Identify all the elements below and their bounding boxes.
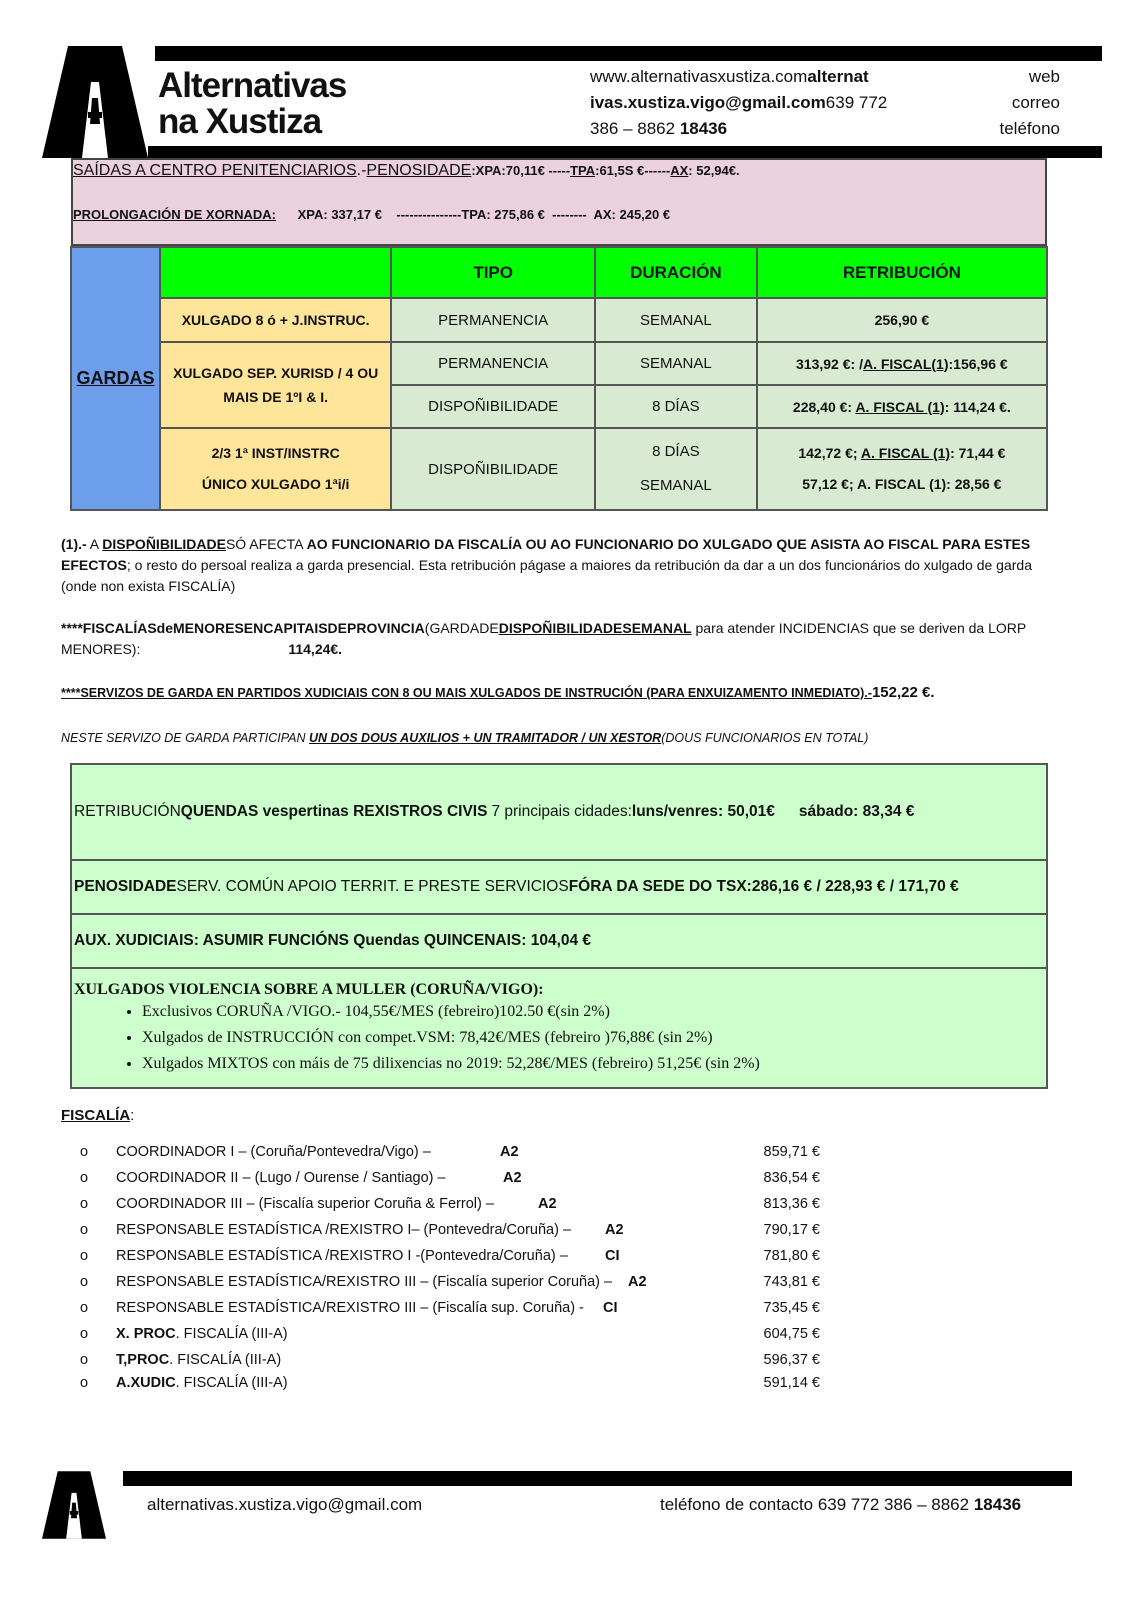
fiscalia-row-grade: A2 <box>605 1222 624 1238</box>
bullet-icon: o <box>80 1352 89 1368</box>
gardas-label-cell: GARDAS <box>71 247 160 510</box>
fiscalia-row <box>80 1218 820 1242</box>
fiscalia-row-value: 604,75 € <box>763 1326 820 1342</box>
bullet-icon: o <box>80 1375 89 1391</box>
aux-xudiciais-row: AUX. XUDICIAIS: ASUMIR FUNCIÓNS Quendas QUINCENAIS: 104,04 € <box>72 915 1046 969</box>
saidas-line: SAÍDAS A CENTRO PENITENCIARIOS.-PENOSIDADE:XPA:70,11€ -----TPA:61,5S €------AX: 52,94€. <box>73 162 740 179</box>
table-header-empty <box>160 247 391 298</box>
fiscalia-row <box>80 1322 820 1346</box>
note-servizos-garda: ****SERVIZOS DE GARDA EN PARTIDOS XUDICIAIS CON 8 OU MAIS XULGADOS DE INSTRUCIÓN (PARA ENXUIZAMENTO INMEDIATO).-152,22 €. <box>61 684 935 701</box>
bullet-icon: o <box>80 1326 89 1342</box>
fiscalia-row <box>80 1270 820 1294</box>
fiscalia-row-label: A.XUDIC. FISCALÍA (III-A) <box>116 1375 288 1391</box>
penosidade-row: PENOSIDADE SERV. COMÚN APOIO TERRIT. E PRESTE SERVICIOS FÓRA DA SEDE DO TSX:286,16 € / 228,93 € / 171,70 € <box>72 861 1046 915</box>
fiscalia-row-label: RESPONSABLE ESTADÍSTICA/REXISTRO III – (Fiscalía superior Coruña) – <box>116 1274 613 1290</box>
fiscalia-row <box>80 1140 820 1164</box>
fiscalia-row-grade: CI <box>605 1248 620 1264</box>
fiscalia-row-value: 591,14 € <box>763 1375 820 1391</box>
footer-logo-icon <box>42 1471 106 1539</box>
footer-bar <box>123 1471 1072 1486</box>
saidas-penitenciarios-box <box>71 158 1047 246</box>
fiscalia-row-value: 743,81 € <box>763 1274 820 1290</box>
quendas-row: RETRIBUCIÓN QUENDAS vespertinas REXISTROS CIVIS 7 principais cidades: luns/venres: 50,01€ sábado: 83,34 € <box>72 765 1046 861</box>
col-tipo: TIPO <box>391 247 595 298</box>
header-bottom-bar <box>148 146 1102 158</box>
header-contact-info: www.alternativasxustiza.comalternat ivas.xustiza.vigo@gmail.com639 772 386 – 8862 18436 <box>590 67 888 138</box>
gardas-table <box>70 246 1048 511</box>
bullet-icon: o <box>80 1170 89 1186</box>
logo-icon <box>42 46 148 158</box>
retribucions-box <box>70 763 1048 1089</box>
fiscalia-row-label: RESPONSABLE ESTADÍSTICA /REXISTRO I– (Pontevedra/Coruña) – <box>116 1222 572 1238</box>
fiscalia-row-value: 781,80 € <box>763 1248 820 1264</box>
fiscalia-row-grade: A2 <box>500 1144 519 1160</box>
header-top-bar <box>155 46 1102 61</box>
fiscalia-row-value: 859,71 € <box>763 1144 820 1160</box>
list-item: • Xulgados de INSTRUCCIÓN con compet.VSM: 78,42€/MES (febreiro )76,88€ (sin 2%) <box>142 1025 1046 1051</box>
fiscalia-row-grade: A2 <box>628 1274 647 1290</box>
fiscalia-row-grade: CI <box>603 1300 618 1316</box>
fiscalia-row-grade: A2 <box>538 1196 557 1212</box>
bullet-icon: o <box>80 1222 89 1238</box>
table-row: 2/3 1ª INST/INSTRC ÚNICO XULGADO 1ªi/i DISPOÑIBILIDADE 8 DÍAS SEMANAL 142,72 €; A. FISCAL (1): 71,44 € 57,12 €; A. FISCAL (1): 28,56 € <box>71 428 1047 510</box>
footer-email: alternativas.xustiza.vigo@gmail.com <box>147 1495 423 1514</box>
bullet-icon: o <box>80 1248 89 1264</box>
fiscalia-row <box>80 1348 820 1372</box>
footer-phone: teléfono de contacto 639 772 386 – 8862 18436 <box>660 1495 1022 1514</box>
fiscalia-row-value: 735,45 € <box>763 1300 820 1316</box>
list-item: • Exclusivos CORUÑA /VIGO.- 104,55€/MES (febreiro)102.50 €(sin 2%) <box>142 999 1046 1025</box>
fiscalia-row-value: 836,54 € <box>763 1170 820 1186</box>
violencia-row: XULGADOS VIOLENCIA SOBRE A MULLER (CORUÑA/VIGO): • Exclusivos CORUÑA /VIGO.- 104,55€/MES (febreiro)102.50 €(sin 2%) • Xulgados de INSTRUCCIÓN con compet.VSM: 78,42€/MES (febreiro )76,88€ (sin 2%) • Xulgados MIXTOS con máis de 75 dilixencias no 2019: 52,28€/MES (febreiro) 51,25€ (sin 2%) <box>72 969 1046 1087</box>
bullet-icon: o <box>80 1300 89 1316</box>
list-item: • Xulgados MIXTOS con máis de 75 dilixencias no 2019: 52,28€/MES (febreiro) 51,25€ (sin 2%) <box>142 1051 1046 1077</box>
table-row: XULGADO 8 ó + J.INSTRUC. PERMANENCIA SEMANAL 256,90 € <box>71 298 1047 342</box>
col-retribucion: RETRIBUCIÓN <box>757 247 1047 298</box>
fiscalia-row-value: 596,37 € <box>763 1352 820 1368</box>
note-fiscalias-menores: ****FISCALÍASdeMENORESENCAPITAISDEPROVINCIA(GARDADEDISPOÑIBILIDADESEMANAL para atender INCIDENCIAS que se deriven da LORP MENORES): 114,24€. <box>61 620 1026 657</box>
brand-name: Alternativas na Xustiza <box>158 66 347 141</box>
prolongacion-line: PROLONGACIÓN DE XORNADA: XPA: 337,17 € ---------------TPA: 275,86 € -------- AX: 245,20 € <box>73 207 671 222</box>
fiscalia-row <box>80 1166 820 1190</box>
fiscalia-row-value: 790,17 € <box>763 1222 820 1238</box>
fiscalia-row-label: COORDINADOR I – (Coruña/Pontevedra/Vigo) – <box>116 1144 431 1160</box>
fiscalia-title: FISCALÍA: <box>61 1107 135 1124</box>
fiscalia-row-value: 813,36 € <box>763 1196 820 1212</box>
fiscalia-row-label: T,PROC. FISCALÍA (III-A) <box>116 1352 282 1368</box>
violencia-list <box>74 999 1046 1077</box>
bullet-icon: o <box>80 1144 89 1160</box>
fiscalia-row-grade: A2 <box>503 1170 522 1186</box>
header-contact-labels: web correo teléfono <box>999 67 1060 138</box>
col-duracion: DURACIÓN <box>595 247 757 298</box>
fiscalia-row <box>80 1296 820 1320</box>
fiscalia-row <box>80 1192 820 1216</box>
bullet-icon: o <box>80 1196 89 1212</box>
table-row: XULGADO SEP. XURISD / 4 OU MAIS DE 1ºI & I. PERMANENCIA SEMANAL 313,92 €: /A. FISCAL(1):156,96 € <box>71 342 1047 385</box>
fiscalia-row <box>80 1244 820 1268</box>
fiscalia-row-label: X. PROC. FISCALÍA (III-A) <box>116 1326 288 1342</box>
bullet-icon: o <box>80 1274 89 1290</box>
table-row: DISPOÑIBILIDADE 8 DÍAS 228,40 €: A. FISCAL (1): 114,24 €. <box>71 385 1047 428</box>
fiscalia-row-label: RESPONSABLE ESTADÍSTICA /REXISTRO I -(Pontevedra/Coruña) – <box>116 1248 568 1264</box>
note-participan: NESTE SERVIZO DE GARDA PARTICIPAN UN DOS DOUS AUXILIOS + UN TRAMITADOR / UN XESTOR(DOUS FUNCIONARIOS EN TOTAL) <box>61 731 869 745</box>
fiscalia-row <box>80 1371 820 1395</box>
note-disponibilidade: (1).- A DISPOÑIBILIDADESÓ AFECTA AO FUNCIONARIO DA FISCALÍA OU AO FUNCIONARIO DO XULGADO QUE ASISTA AO FISCAL PARA ESTES EFECTOS; o resto do persoal realiza a garda presencial. Esta retribución págase a maiores da retribución da dar a un dos funcionários do xulgado de garda (onde non exista FISCALÍA) <box>61 536 1032 594</box>
fiscalia-row-label: COORDINADOR II – (Lugo / Ourense / Santiago) – <box>116 1170 446 1186</box>
fiscalia-row-label: COORDINADOR III – (Fiscalía superior Coruña & Ferrol) – <box>116 1196 494 1212</box>
fiscalia-row-label: RESPONSABLE ESTADÍSTICA/REXISTRO III – (Fiscalía sup. Coruña) - <box>116 1300 584 1316</box>
